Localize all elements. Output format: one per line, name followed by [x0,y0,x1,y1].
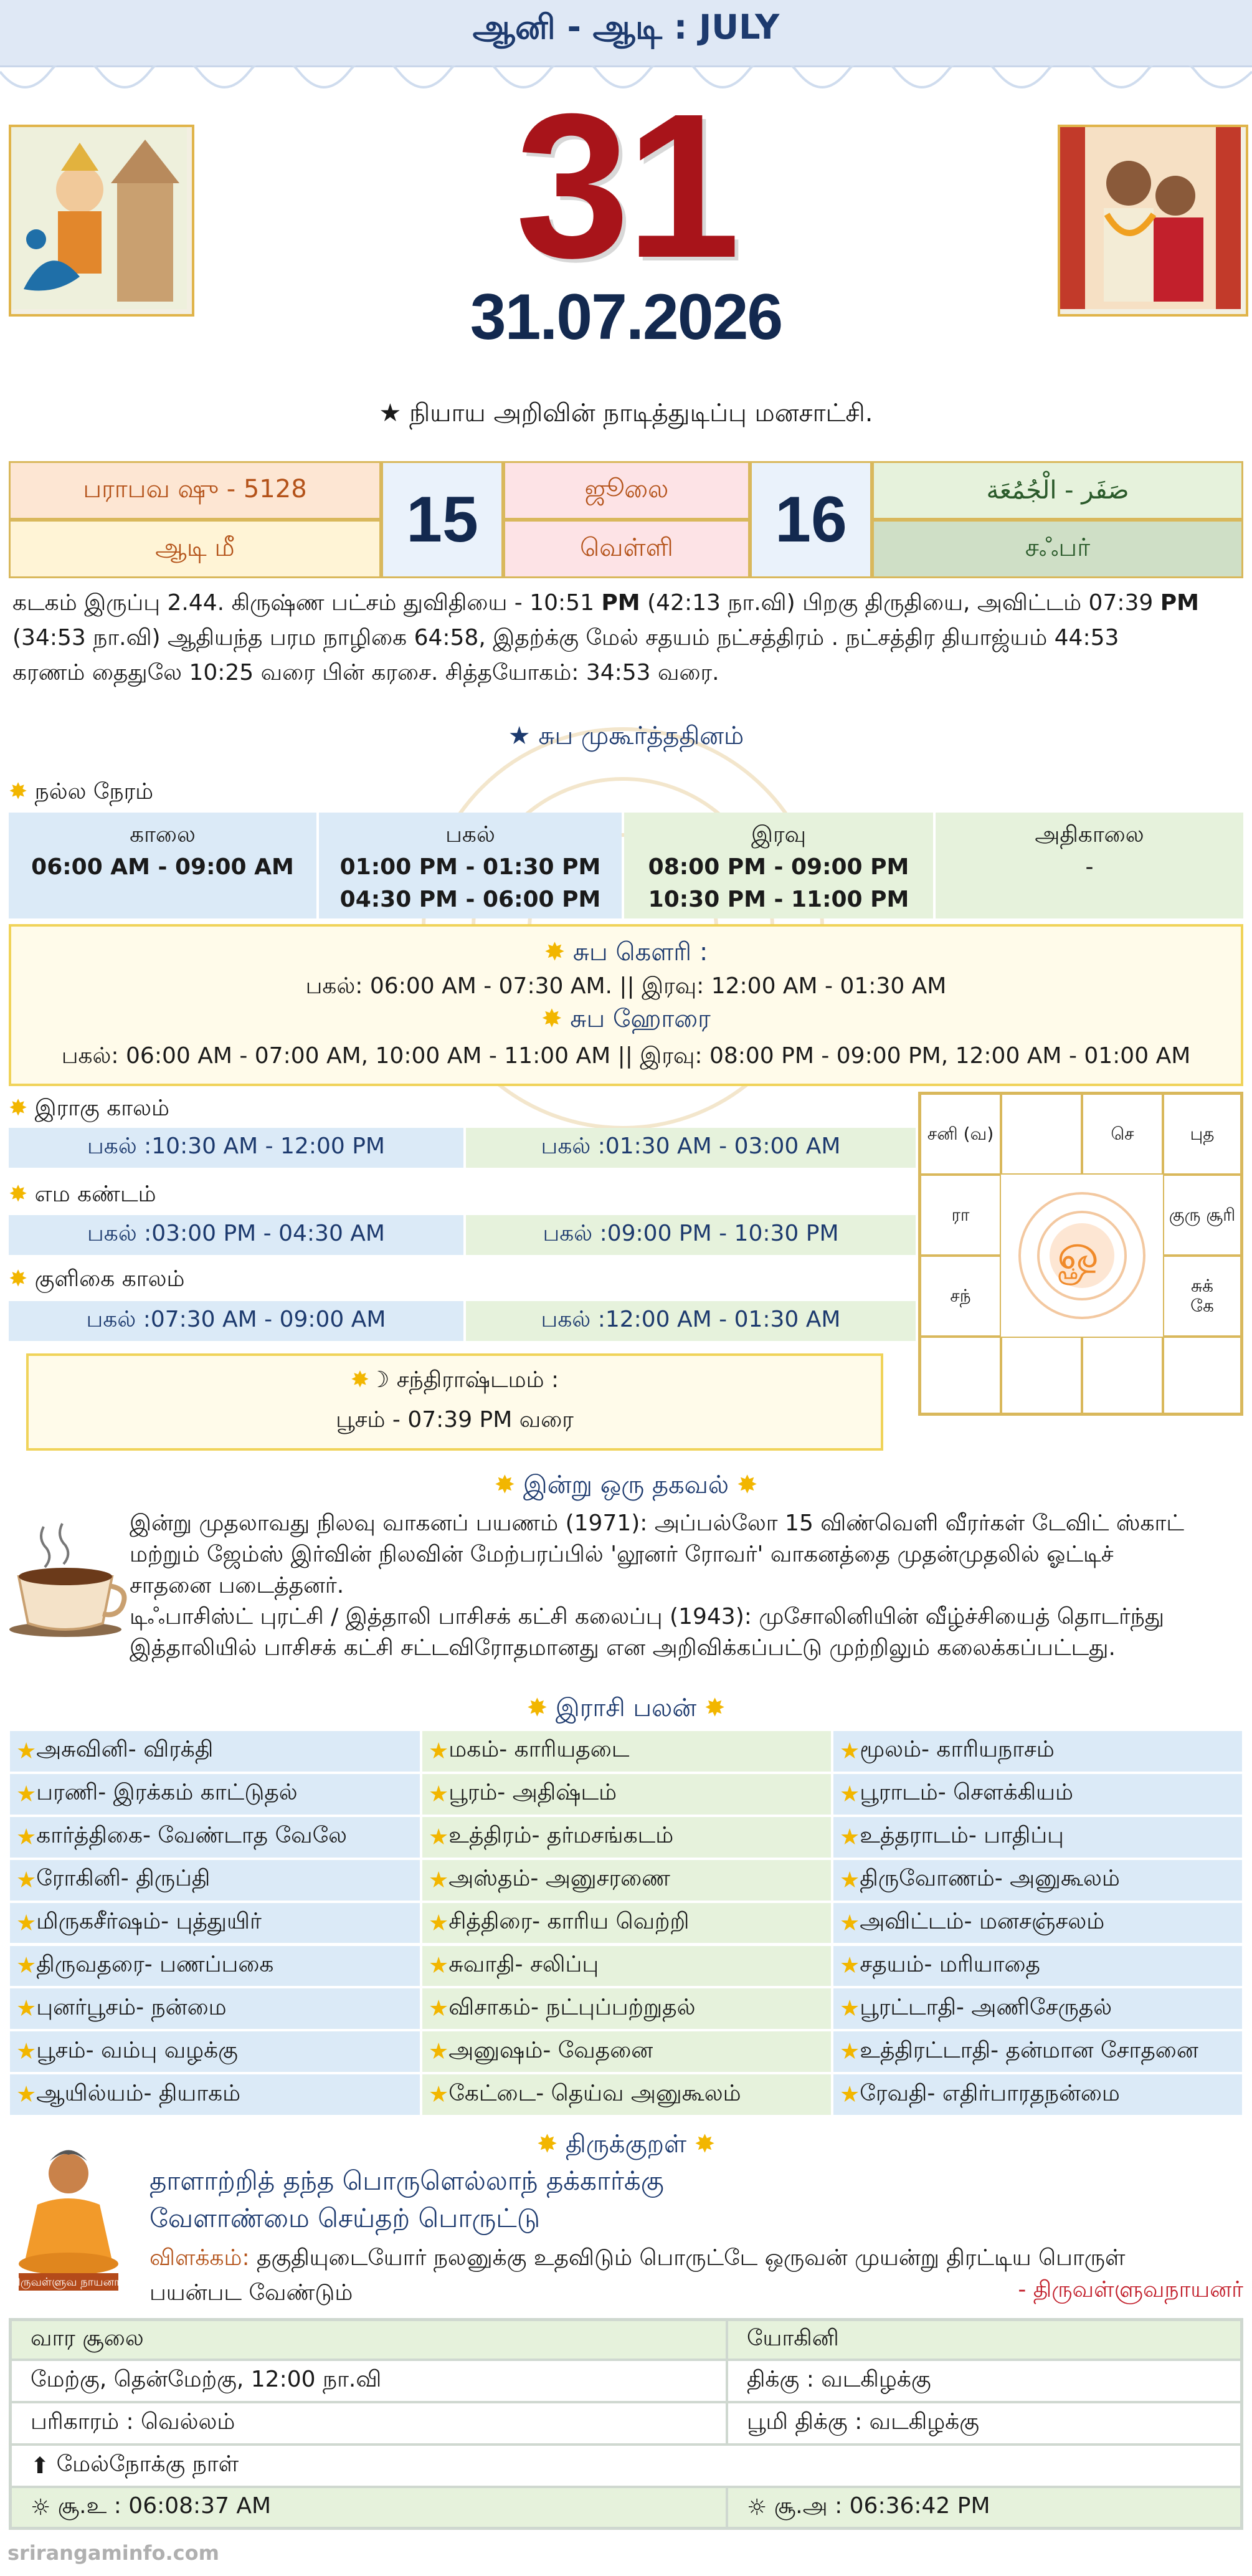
rasi-palan-text: கார்த்திகை- வேண்டாத வேலே [36,1823,348,1849]
full-date: 31.07.2026 [470,281,782,353]
star-icon: ★ [16,1953,37,1979]
bottom-info-table [9,2318,1243,2530]
star-icon: ★ [16,2082,37,2108]
ema-label: ✸ எம கண்டம் [9,1181,156,1207]
rasi-cell-11: சந் [920,1256,1001,1337]
rasi-palan-item [832,1945,1243,1988]
rasi-palan-item [421,1859,832,1902]
star-icon: ★ [16,1996,37,2022]
star-icon: ★ [840,2082,860,2108]
english-month: ஜூலை [503,461,750,520]
rasi-palan-item [9,1902,421,1945]
kuligai-label: ✸ குளிகை காலம் [9,1266,185,1292]
star-icon: ★ [16,1781,37,1807]
rasi-cell-10 [920,1337,1001,1414]
rasi-palan-text: சதயம்- மரியாதை [860,1951,1041,1977]
weekday: வெள்ளி [503,520,750,578]
hora-text: பகல்: 06:00 AM - 07:00 AM, 10:00 AM - 11:00 AM || இரவு: 08:00 PM - 09:00 PM, 12:00 AM - 01:00 AM [61,1043,1191,1069]
coffee-cup-icon [6,1514,131,1639]
chandrashtamam-text: பூசம் - 07:39 PM வரை [336,1407,574,1433]
star-icon: ★ [840,1824,860,1850]
kural-lines: தாளாற்றித் தந்த பொருளெல்லாந் தக்கார்க்கு வேளாண்மை செய்தற் பொருட்டு [149,2165,664,2233]
rasi-palan-text: மூலம்- காரியநாசம் [860,1737,1055,1763]
thiruvalluvar-caption: திருவள்ளுவ நாயனார் [11,2276,126,2289]
sunset-cell: ☼ சூ.அ : 06:36:42 PM [727,2487,1241,2528]
footer-site[interactable]: srirangaminfo.com [7,2541,219,2565]
nalla-neram-night: இரவு 08:00 PM - 09:00 PM 10:30 PM - 11:00 PM [624,813,933,918]
star-icon: ★ [508,722,539,750]
rasi-palan-text: புனர்பூசம்- நன்மை [36,1994,227,2020]
rasi-palan-item [9,2030,421,2073]
rasi-palan-text: திருவதரை- பணப்பகை [36,1951,274,1977]
rasi-palan-text: மிருகசீர்ஷம்- புத்துயிர் [36,1909,262,1935]
rasi-palan-text: திருவோணம்- அனுகூலம் [860,1866,1120,1892]
islamic-date: 16 [750,461,872,578]
wedding-couple-image [1058,125,1248,317]
om-icon: ௐ [1057,1223,1107,1281]
chandrashtamam-box [26,1353,883,1451]
nalla-neram-afternoon: பகல் 01:00 PM - 01:30 PM 04:30 PM - 06:00 PM [319,813,622,918]
hora-title: ✸ சுப ஹோரை [541,1004,711,1033]
star-icon: ★ [429,1996,449,2022]
rasi-cell-12: ரா [920,1175,1001,1256]
sun-icon: ☼ [31,2494,58,2521]
star-icon: ★ [16,1738,37,1764]
star-icon: ★ [429,2039,449,2065]
parikaram-cell: பரிகாரம் : வெல்லம் [11,2402,727,2445]
kural-explanation: விளக்கம்: தகுதியுடையோர் நலனுக்கு உதவிடும் பொருட்டே ஒருவன் முயன்று திரட்டிய பொருள் பயன்பட வேண்டும் [149,2245,1126,2306]
star-icon: ★ [840,1867,860,1893]
rasi-palan-text: ரோகினி- திருப்தி [36,1866,211,1892]
up-arrow-icon: ⬆ [31,2453,57,2479]
star-icon: ★ [16,1824,37,1850]
sun-icon: ✸ [694,2130,716,2159]
sunrise-cell: ☼ சூ.உ : 06:08:37 AM [11,2487,727,2528]
rasi-cell-2 [1001,1094,1082,1175]
rasi-palan-text: பூரம்- அதிஷ்டம் [448,1780,617,1806]
star-icon: ★ [840,1910,860,1936]
islamic-month-tamil: சஃபர் [872,520,1243,578]
yogini-header: யோகினி [727,2320,1241,2360]
rasi-palan-text: கேட்டை- தெய்வ அனுகூலம் [448,2080,741,2106]
rasi-cell-9 [1001,1337,1082,1414]
rasi-palan-item [421,2073,832,2116]
rasi-palan-item [9,1987,421,2030]
rasi-palan-item [9,1859,421,1902]
rasi-palan-text: அனுஷம்- வேதனை [448,2037,653,2063]
sun-icon: ✸ [544,938,566,966]
star-icon: ★ [429,1738,449,1764]
rasi-palan-item [421,1945,832,1988]
tamil-date: 15 [381,461,503,578]
sun-icon: ✸ [9,1181,28,1207]
rasi-palan-item [832,1816,1243,1859]
rasi-palan-item [9,1816,421,1859]
dikku-cell: திக்கு : வடகிழக்கு [727,2360,1241,2402]
star-icon: ★ [429,1867,449,1893]
rasi-cell-4: புத [1163,1094,1241,1175]
rasi-cell-7 [1163,1337,1241,1414]
rasi-palan-text: பூரட்டாதி- அணிசேருதல் [860,1994,1112,2020]
tamil-year: பராபவ ஷு - 5128 [9,461,381,520]
sun-icon: ✸ [536,2130,558,2159]
rasi-palan-grid [9,1730,1243,2116]
month-title: ஆனி - ஆடி : JULY [472,7,780,47]
chandrashtamam-title: ✸☽ சந்திராஷ்டமம் : [350,1367,559,1393]
rasi-palan-text: ஆயில்யம்- தியாகம் [36,2080,241,2106]
star-icon: ★ [429,1824,449,1850]
rasi-palan-item [9,2073,421,2116]
rasi-palan-item [832,1730,1243,1773]
rasi-cell-1: சனி (வ) [920,1094,1001,1175]
sun-icon: ✸ [350,1367,370,1393]
rasi-palan-item [421,1773,832,1816]
panchang-paragraph: கடகம் இருப்பு 2.44. கிருஷ்ண பட்சம் துவிதியை - 10:51 PM (42:13 நா.வி) பிறகு திருதியை, அவிட்டம் 07:39 PM (34:53 நா.வி) ஆதியந்த பரம நாழிகை 64:58, இதற்க்கு மேல் சதயம் நட்சத்திரம் . நட்சத்திர தியாஜ்யம் 44:53 கரணம் தைதுலே 10:25 வரை பின் கரசை. சித்தயோகம்: 34:53 வரை. [12,590,1199,685]
rasi-palan-item [421,1816,832,1859]
rasi-palan-text: அஸ்தம்- அனுசரணை [448,1866,670,1892]
rahu-time-1: பகல் :10:30 AM - 12:00 PM [9,1128,463,1168]
rasi-palan-item [832,1902,1243,1945]
sun-icon: ✸ [736,1471,758,1499]
kuligai-time-2: பகல் :12:00 AM - 01:30 AM [466,1301,916,1341]
rasi-chart-center [1001,1175,1163,1337]
sun-icon: ✸ [704,1694,726,1722]
direction-cell: மேற்கு, தென்மேற்கு, 12:00 நா.வி [11,2360,727,2402]
rasi-palan-text: உத்திரட்டாதி- தன்மான சோதனை [860,2037,1198,2063]
rasi-palan-item [832,1859,1243,1902]
star-icon: ★ [840,1738,860,1764]
star-icon: ★ [840,1953,860,1979]
sun-icon: ✸ [526,1694,548,1722]
star-icon: ★ [429,1910,449,1936]
today-info-text: இன்று முதலாவது நிலவு வாகனப் பயணம் (1971): அப்பல்லோ 15 விண்வெளி வீரர்கள் டேவிட் ஸ்காட் மற்றும் ஜேம்ஸ் இர்வின் நிலவின் மேற்பரப்பில் 'லூனர் ரோவர்' வாகனத்தை முதன்முதலில் ஓட்டிச் சாதனை படைத்தனர். டிஃபாசிஸ்ட் புரட்சி / இத்தாலி பாசிசக் கட்சி கலைப்பு (1943): முசோலினியின் வீழ்ச்சியைத் தொடர்ந்து இத்தாலியில் பாசிசக் கட்சி சட்டவிரோதமானது என அறிவிக்கப்பட்டு முற்றிலும் கலைக்கப்பட்டது. [130,1510,1185,1661]
rasi-palan-title: ✸ இராசி பலன் ✸ [526,1694,726,1722]
quote-text: ★ நியாய அறிவின் நாடித்துடிப்பு மனசாட்சி. [379,399,873,427]
rasi-palan-text: மகம்- காரியதடை [448,1737,630,1763]
ema-time-2: பகல் :09:00 PM - 10:30 PM [466,1215,916,1255]
today-info-title: ✸ இன்று ஒரு தகவல் ✸ [494,1471,758,1499]
star-icon: ★ [429,1953,449,1979]
rasi-palan-text: பூராடம்- சௌக்கியம் [860,1780,1073,1806]
rasi-cell-6: சுக் கே [1163,1256,1241,1337]
rasi-palan-text: சித்திரை- காரிய வெற்றி [448,1909,690,1935]
sun-icon: ✸ [9,1095,28,1121]
rasi-palan-item [421,1730,832,1773]
rahu-time-2: பகல் :01:30 AM - 03:00 AM [466,1128,916,1168]
rasi-palan-text: அவிட்டம்- மனசஞ்சலம் [860,1909,1105,1935]
rasi-palan-item [832,1773,1243,1816]
bhoomi-dikku-cell: பூமி திக்கு : வடகிழக்கு [727,2402,1241,2445]
rasi-palan-text: விசாகம்- நட்புப்பற்றுதல் [448,1994,696,2020]
rasi-palan-text: பூசம்- வம்பு வழக்கு [36,2037,238,2063]
kural-author: - திருவள்ளுவநாயனர் [1018,2277,1243,2302]
rahu-label: ✸ இராகு காலம் [9,1095,169,1121]
thirukkural-title: ✸ திருக்குறள் ✸ [536,2130,716,2159]
sun-icon: ✸ [541,1004,562,1033]
rasi-palan-item [9,1730,421,1773]
sun-icon: ✸ [9,779,28,804]
rasi-palan-item [832,1987,1243,2030]
rasi-cell-3: செ [1082,1094,1163,1175]
star-icon: ★ [16,1867,37,1893]
gowri-text: பகல்: 06:00 AM - 07:30 AM. || இரவு: 12:00 AM - 01:30 AM [305,973,947,999]
rasi-palan-item [9,1773,421,1816]
rasi-palan-item [832,2030,1243,2073]
nalla-neram-morning: காலை 06:00 AM - 09:00 AM [9,813,316,918]
rasi-palan-item [421,1902,832,1945]
sun-icon: ☼ [747,2494,774,2521]
nalla-neram-dawn: அதிகாலை - [936,813,1243,918]
deity-image [9,125,194,317]
rasi-palan-text: அசுவினி- விரக்தி [36,1737,214,1763]
ema-time-1: பகல் :03:00 PM - 04:30 AM [9,1215,463,1255]
sun-icon: ✸ [9,1266,28,1292]
islamic-month-arabic: صَفَر - الْجُمُعَة [872,461,1243,520]
rasi-palan-item [9,1945,421,1988]
rasi-palan-item [421,1987,832,2030]
nal-cell: ⬆ மேல்நோக்கு நாள் [11,2445,1241,2487]
star-icon: ★ [840,1781,860,1807]
star-icon: ★ [840,2039,860,2065]
rasi-palan-item [832,2073,1243,2116]
vara-soolai-header: வார சூலை [11,2320,727,2360]
sun-icon: ✸ [494,1471,516,1499]
rasi-palan-text: உத்திரம்- தர்மசங்கடம் [448,1823,674,1849]
rasi-palan-item [421,2030,832,2073]
muhurtham-title: ★ சுப முகூர்த்ததினம் [508,722,744,750]
kuligai-time-1: பகல் :07:30 AM - 09:00 AM [9,1301,463,1341]
rasi-cell-5: குரு சூரி [1163,1175,1241,1256]
rasi-chart [918,1092,1243,1416]
thiruvalluvar-image [12,2142,125,2292]
tamil-month: ஆடி மீ [9,520,381,578]
rasi-palan-text: ரேவதி- எதிர்பாரதநன்மை [860,2080,1120,2106]
gowri-title: ✸ சுப கௌரி : [544,938,708,966]
nalla-neram-label: ✸ நல்ல நேரம் [9,779,154,804]
star-icon: ★ [16,1910,37,1936]
rasi-cell-8 [1082,1337,1163,1414]
star-icon: ★ [16,2039,37,2065]
star-icon: ★ [429,2082,449,2108]
star-icon: ★ [840,1996,860,2022]
rasi-palan-text: பரணி- இரக்கம் காட்டுதல் [36,1780,298,1806]
rasi-palan-text: சுவாதி- சலிப்பு [448,1951,599,1977]
big-day-number: 31 [515,70,737,300]
star-icon: ★ [429,1781,449,1807]
rasi-palan-text: உத்தராடம்- பாதிப்பு [860,1823,1064,1849]
